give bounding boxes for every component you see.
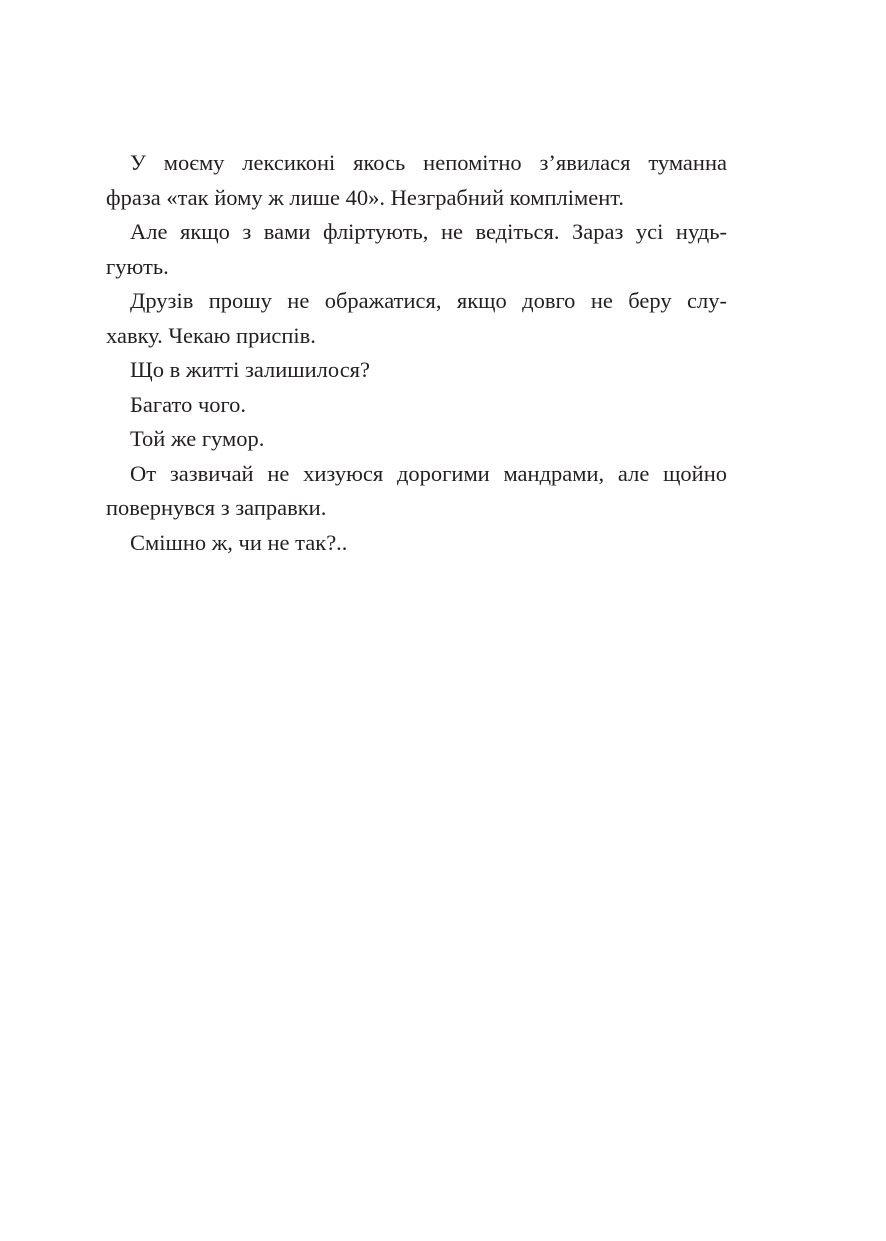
paragraph-line: гують.	[106, 253, 169, 279]
paragraph-1	[106, 146, 727, 215]
paragraph-2	[106, 215, 727, 284]
paragraph-7	[106, 457, 727, 526]
paragraph-line: фраза «так йому ж лише 40». Незграбний комплімент.	[106, 184, 625, 210]
paragraph-8	[106, 526, 727, 561]
paragraph-line: Смішно ж, чи не так?..	[130, 529, 348, 555]
paragraph-line: Що в житті залишилося?	[130, 357, 371, 382]
paragraph-3	[106, 284, 727, 353]
paragraph-line: Але якщо з вами фліртують, не ведіться. Зараз усі нудь-	[130, 219, 727, 244]
paragraph-line: хавку. Чекаю приспів.	[106, 322, 316, 348]
document-page	[106, 146, 727, 560]
paragraph-line: Друзів прошу не ображатися, якщо довго не беру слу-	[130, 288, 727, 313]
paragraph-line: Багато чого.	[130, 391, 247, 417]
paragraph-line: От зазвичай не хизуюся дорогими мандрами, але щойно	[130, 460, 727, 486]
paragraph-line: повернувся з заправки.	[106, 495, 327, 520]
paragraph-line: Той же гумор.	[130, 426, 265, 451]
paragraph-4	[106, 353, 727, 388]
paragraph-line: У моєму лексиконі якось непомітно з’явилася туманна	[130, 150, 727, 175]
paragraph-5	[106, 388, 727, 423]
paragraph-6	[106, 422, 727, 457]
